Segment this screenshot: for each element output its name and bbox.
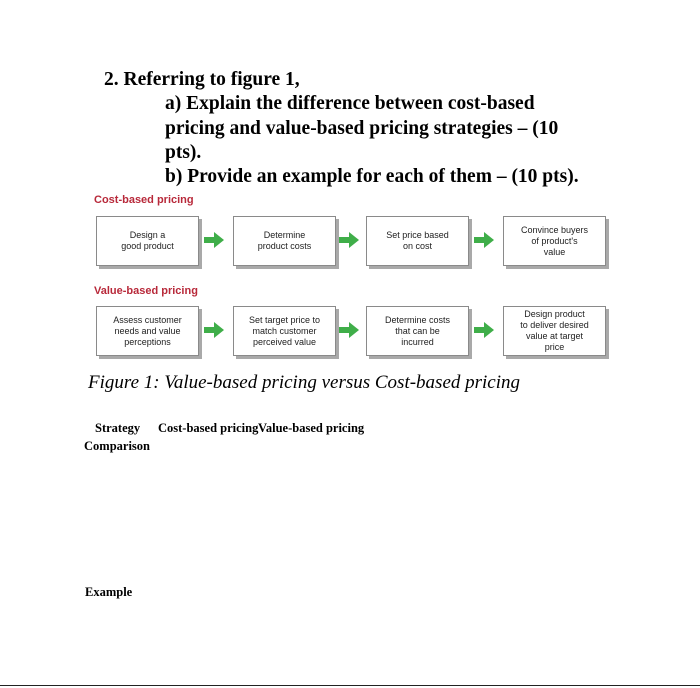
- green-arrow-icon: [203, 321, 225, 339]
- table-row-comparison-label: Comparison: [84, 439, 150, 453]
- step-text: that can be: [395, 325, 440, 336]
- step-text: perceptions: [124, 336, 171, 347]
- step-text: incurred: [401, 336, 434, 347]
- cost-based-pricing-label: Cost-based pricing: [94, 194, 194, 206]
- cost-step-1-box: [96, 216, 199, 266]
- value-step-3-box: [366, 306, 469, 356]
- step-text: perceived value: [252, 336, 317, 347]
- question-part-a-line-1: a) Explain the difference between cost-based: [165, 93, 535, 114]
- table-header-strategy: Strategy: [95, 421, 141, 435]
- step-text: Determine: [263, 230, 306, 240]
- value-step-2-box: [233, 306, 336, 356]
- value-based-pricing-label: Value-based pricing: [94, 285, 198, 297]
- step-text: match customer: [252, 325, 317, 336]
- green-arrow-icon: [473, 231, 495, 249]
- value-step-1-box: [96, 306, 199, 356]
- question-part-a-line-2: pricing and value-based pricing strategies – (10: [165, 118, 559, 139]
- step-text: Assess customer: [113, 314, 182, 325]
- table-header-cost-based: Cost-based pricing: [158, 421, 259, 435]
- step-text: good product: [121, 241, 174, 251]
- green-arrow-icon: [338, 321, 360, 339]
- step-text: Design a: [129, 230, 166, 240]
- step-text: value at target: [525, 331, 584, 341]
- step-text: Design product: [524, 309, 585, 319]
- question-heading: 2. Referring to figure 1,: [104, 69, 300, 90]
- figure-caption: Figure 1: Value-based pricing versus Cost-based pricing: [88, 372, 521, 393]
- step-text: on cost: [402, 241, 432, 251]
- step-text: product costs: [257, 241, 312, 251]
- step-text: price: [544, 342, 565, 352]
- step-text: Set target price to: [248, 314, 321, 325]
- cost-step-4-box: [503, 216, 606, 266]
- green-arrow-icon: [473, 321, 495, 339]
- green-arrow-icon: [338, 231, 360, 249]
- cost-step-3-box: [366, 216, 469, 266]
- step-text: of product's: [531, 235, 578, 246]
- step-text: to deliver desired: [520, 320, 589, 330]
- green-arrow-icon: [203, 231, 225, 249]
- question-part-b: b) Provide an example for each of them – (10 pts).: [165, 166, 579, 187]
- step-text: needs and value: [114, 325, 181, 336]
- cost-step-2-box: [233, 216, 336, 266]
- step-text: value: [543, 246, 566, 257]
- step-text: Convince buyers: [520, 224, 589, 235]
- bottom-divider: [0, 685, 700, 686]
- table-header-value-based: Value-based pricing: [258, 421, 365, 435]
- step-text: Determine costs: [384, 314, 451, 325]
- step-text: Set price based: [386, 230, 449, 240]
- value-step-4-box: [503, 306, 606, 356]
- question-part-a-line-3: pts).: [165, 142, 202, 163]
- table-row-example-label: Example: [85, 585, 133, 599]
